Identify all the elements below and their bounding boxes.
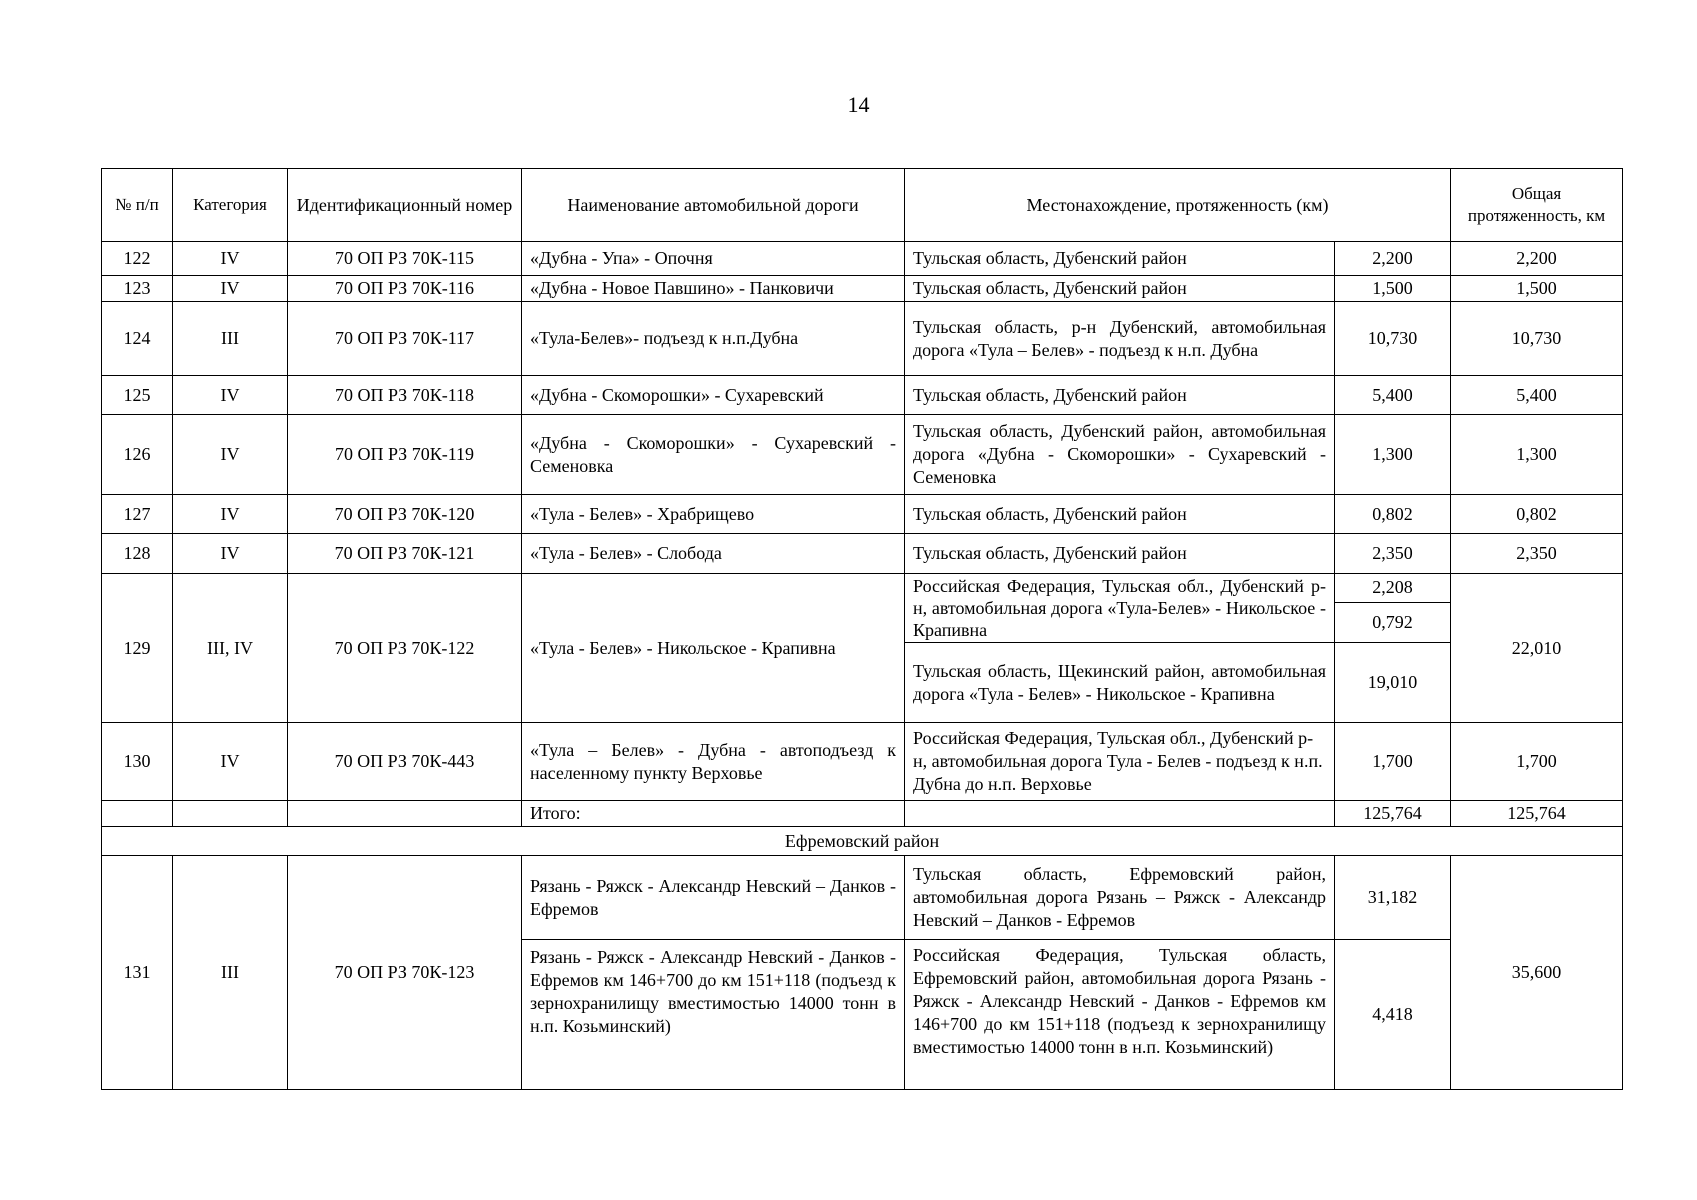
row-id: 70 ОП РЗ 70К-116 bbox=[288, 276, 522, 302]
row-location: Тульская область, Дубенский район bbox=[905, 376, 1335, 415]
row-num: 131 bbox=[102, 856, 173, 1090]
header-total-length: Общая протяженность, км bbox=[1451, 169, 1623, 242]
row-id: 70 ОП РЗ 70К-121 bbox=[288, 534, 522, 574]
row-category: IV bbox=[173, 723, 288, 801]
row-name: «Дубна - Упа» - Опочня bbox=[522, 242, 905, 276]
row-name: «Тула - Белев» - Храбрищево bbox=[522, 495, 905, 534]
row-length: 2,350 bbox=[1335, 534, 1451, 574]
row-location: Тульская область, р-н Дубенский, автомобильная дорога «Тула – Белев» - подъезд к н.п. Дубна bbox=[905, 302, 1335, 376]
row-id: 70 ОП РЗ 70К-117 bbox=[288, 302, 522, 376]
row-num: 123 bbox=[102, 276, 173, 302]
row-location: Тульская область, Ефремовский район, автомобильная дорога Рязань – Ряжск - Александр Невский – Данков - Ефремов bbox=[905, 856, 1335, 940]
row-length: 2,208 bbox=[1335, 574, 1451, 603]
header-row bbox=[102, 169, 1623, 242]
row-num: 126 bbox=[102, 415, 173, 495]
page-number: 14 bbox=[847, 92, 870, 117]
row-total: 1,500 bbox=[1451, 276, 1623, 302]
row-length: 19,010 bbox=[1335, 643, 1451, 723]
row-length: 2,200 bbox=[1335, 242, 1451, 276]
row-category: III, IV bbox=[173, 574, 288, 723]
totals-total: 125,764 bbox=[1451, 801, 1623, 827]
row-length: 1,500 bbox=[1335, 276, 1451, 302]
row-id: 70 ОП РЗ 70К-443 bbox=[288, 723, 522, 801]
row-category: III bbox=[173, 856, 288, 1090]
row-category: IV bbox=[173, 534, 288, 574]
row-category: IV bbox=[173, 495, 288, 534]
totals-label: Итого: bbox=[522, 801, 905, 827]
row-id: 70 ОП РЗ 70К-119 bbox=[288, 415, 522, 495]
row-name: «Тула - Белев» - Слобода bbox=[522, 534, 905, 574]
table-row bbox=[102, 495, 1623, 534]
row-location: Тульская область, Дубенский район bbox=[905, 534, 1335, 574]
header-name: Наименование автомобильной дороги bbox=[522, 169, 905, 242]
row-num: 129 bbox=[102, 574, 173, 723]
totals-row bbox=[102, 801, 1623, 827]
table-row bbox=[102, 856, 1623, 940]
table-row bbox=[102, 723, 1623, 801]
row-total: 5,400 bbox=[1451, 376, 1623, 415]
row-total: 2,350 bbox=[1451, 534, 1623, 574]
table-row bbox=[102, 276, 1623, 302]
row-location: Российская Федерация, Тульская обл., Дубенский р-н, автомобильная дорога Тула - Белев - подъезд к н.п. Дубна до н.п. Верховье bbox=[905, 723, 1335, 801]
row-total: 2,200 bbox=[1451, 242, 1623, 276]
table-row bbox=[102, 574, 1623, 603]
row-id: 70 ОП РЗ 70К-118 bbox=[288, 376, 522, 415]
row-location: Тульская область, Щекинский район, автомобильная дорога «Тула - Белев» - Никольское - Крапивна bbox=[905, 643, 1335, 723]
row-total: 0,802 bbox=[1451, 495, 1623, 534]
row-category: IV bbox=[173, 415, 288, 495]
row-length: 4,418 bbox=[1335, 940, 1451, 1090]
row-length: 1,700 bbox=[1335, 723, 1451, 801]
row-total: 1,300 bbox=[1451, 415, 1623, 495]
row-location: Тульская область, Дубенский район bbox=[905, 495, 1335, 534]
row-num: 122 bbox=[102, 242, 173, 276]
row-name: Рязань - Ряжск - Александр Невский - Данков - Ефремов км 146+700 до км 151+118 (подъезд к зернохранилищу вместимостью 14000 тонн в н.п. Козьминский) bbox=[522, 940, 905, 1090]
header-location: Местонахождение, протяженность (км) bbox=[905, 169, 1451, 242]
row-num: 127 bbox=[102, 495, 173, 534]
row-total: 10,730 bbox=[1451, 302, 1623, 376]
header-id: Идентификационный номер bbox=[288, 169, 522, 242]
row-name: «Дубна - Скоморошки» - Сухаревский - Семеновка bbox=[522, 415, 905, 495]
row-id: 70 ОП РЗ 70К-120 bbox=[288, 495, 522, 534]
row-location: Тульская область, Дубенский район bbox=[905, 242, 1335, 276]
section-title: Ефремовский район bbox=[102, 827, 1623, 856]
row-category: III bbox=[173, 302, 288, 376]
row-num: 125 bbox=[102, 376, 173, 415]
row-length: 1,300 bbox=[1335, 415, 1451, 495]
row-length: 5,400 bbox=[1335, 376, 1451, 415]
row-location: Российская Федерация, Тульская обл., Дубенский р-н, автомобильная дорога «Тула-Белев» - Никольское - Крапивна bbox=[905, 574, 1335, 643]
row-name: «Тула – Белев» - Дубна - автоподъезд к населенному пункту Верховье bbox=[522, 723, 905, 801]
row-total: 35,600 bbox=[1451, 856, 1623, 1090]
row-length: 0,802 bbox=[1335, 495, 1451, 534]
row-num: 130 bbox=[102, 723, 173, 801]
table-row bbox=[102, 302, 1623, 376]
row-name: «Тула - Белев» - Никольское - Крапивна bbox=[522, 574, 905, 723]
row-total: 22,010 bbox=[1451, 574, 1623, 723]
row-num: 124 bbox=[102, 302, 173, 376]
row-id: 70 ОП РЗ 70К-115 bbox=[288, 242, 522, 276]
table-row bbox=[102, 415, 1623, 495]
table-row bbox=[102, 242, 1623, 276]
row-name: Рязань - Ряжск - Александр Невский – Данков - Ефремов bbox=[522, 856, 905, 940]
row-location: Тульская область, Дубенский район, автомобильная дорога «Дубна - Скоморошки» - Сухаревский - Семеновка bbox=[905, 415, 1335, 495]
row-id: 70 ОП РЗ 70К-122 bbox=[288, 574, 522, 723]
row-length: 0,792 bbox=[1335, 602, 1451, 642]
totals-length: 125,764 bbox=[1335, 801, 1451, 827]
row-category: IV bbox=[173, 242, 288, 276]
row-id: 70 ОП РЗ 70К-123 bbox=[288, 856, 522, 1090]
section-row bbox=[102, 827, 1623, 856]
row-length: 10,730 bbox=[1335, 302, 1451, 376]
row-num: 128 bbox=[102, 534, 173, 574]
row-name: «Тула-Белев»- подъезд к н.п.Дубна bbox=[522, 302, 905, 376]
row-length: 31,182 bbox=[1335, 856, 1451, 940]
header-category: Категория bbox=[173, 169, 288, 242]
table-row bbox=[102, 534, 1623, 574]
row-total: 1,700 bbox=[1451, 723, 1623, 801]
roads-table bbox=[101, 168, 1623, 1090]
header-num: № п/п bbox=[102, 169, 173, 242]
row-location: Тульская область, Дубенский район bbox=[905, 276, 1335, 302]
row-name: «Дубна - Новое Павшино» - Панковичи bbox=[522, 276, 905, 302]
row-name: «Дубна - Скоморошки» - Сухаревский bbox=[522, 376, 905, 415]
row-category: IV bbox=[173, 376, 288, 415]
row-category: IV bbox=[173, 276, 288, 302]
row-location: Российская Федерация, Тульская область, Ефремовский район, автомобильная дорога Рязань - Ряжск - Александр Невский - Данков - Ефремов км 146+700 до км 151+118 (подъезд к зернохранилищу вместимостью 14000 тонн в н.п. Козьминский) bbox=[905, 940, 1335, 1090]
table-row bbox=[102, 376, 1623, 415]
